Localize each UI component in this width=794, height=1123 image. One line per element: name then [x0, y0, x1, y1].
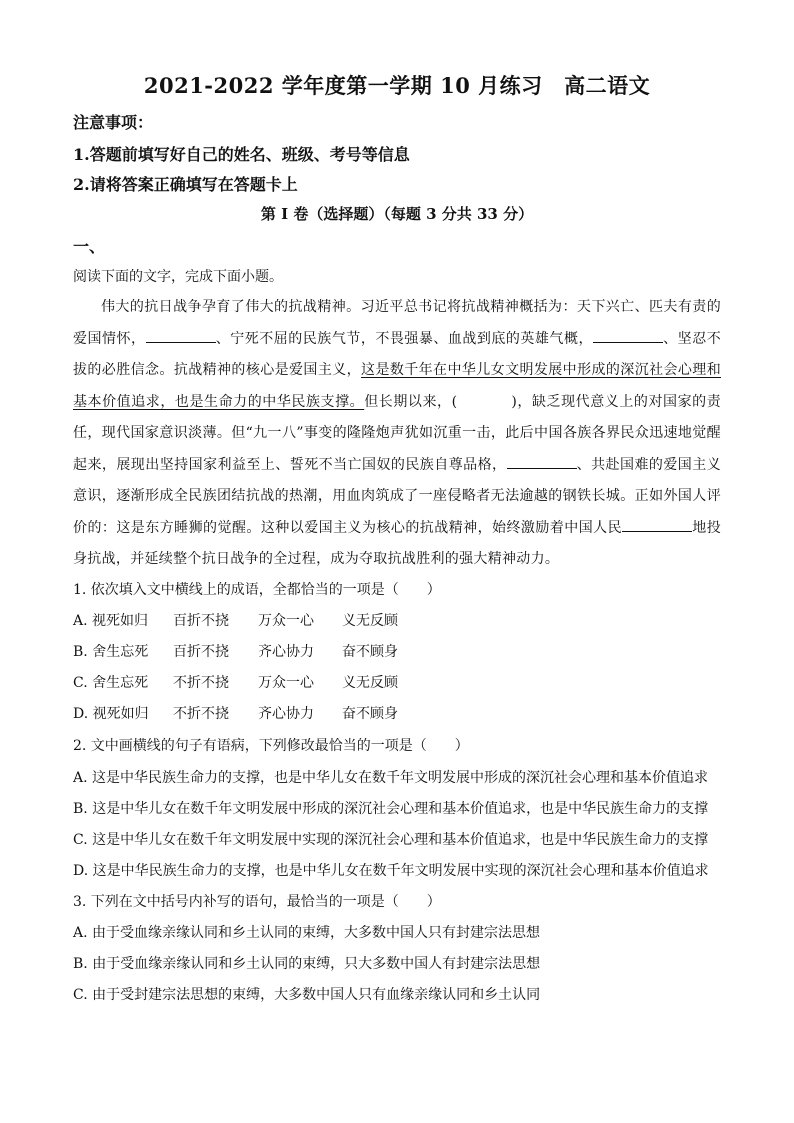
passage-text: 伟大的抗日战争孕育了伟大的抗战精神。习近平总书记将抗战精神概括为：天下兴亡、匹夫有责的爱国情怀， — [73, 299, 721, 347]
q2-option-a[interactable]: A. 这是中华民族生命力的支撑，也是中华儿女在数千年文明发展中形成的深沉社会心理和基本价值追求 — [73, 770, 709, 786]
q2-option-b[interactable]: B. 这是中华儿女在数千年文明发展中形成的深沉社会心理和基本价值追求，也是中华民族生命力的支撑 — [73, 801, 709, 817]
option-cell: 不折不挠 — [173, 706, 229, 722]
option-cell: 不折不挠 — [173, 675, 229, 691]
q1-option-d[interactable] — [73, 703, 432, 723]
notice-item-1: 1.答题前填写好自己的姓名、班级、考号等信息 — [73, 145, 410, 164]
option-cell: 万众一心 — [258, 613, 314, 629]
option-cell: D. 视死如归 — [73, 706, 149, 722]
reading-instruction: 阅读下面的文字，完成下面小题。 — [73, 269, 283, 285]
option-cell: 义无反顾 — [342, 613, 398, 629]
option-cell: B. 舍生忘死 — [73, 644, 149, 660]
notice-heading: 注意事项： — [73, 113, 154, 132]
option-cell: 百折不挠 — [173, 644, 229, 660]
fill-blank-1 — [146, 328, 216, 343]
underlined-sentence: 这是数千年在中华儿女文明发展中形成的深沉社会心理和基本价值追求，也是生命力的中华民族支撑。 — [73, 362, 721, 410]
passage-text: 地投身抗战，并延续整个抗日战争的全过程，成为夺取抗战胜利的强大精神动力。 — [73, 519, 721, 567]
option-cell: 奋不顾身 — [342, 706, 398, 722]
part-label: 一、 — [73, 237, 106, 256]
q2-option-d[interactable]: D. 这是中华民族生命力的支撑，也是中华儿女在数千年文明发展中实现的深沉社会心理和基本价值追求 — [73, 863, 709, 879]
option-cell: C. 舍生忘死 — [73, 675, 149, 691]
fill-blank-4 — [622, 517, 692, 532]
option-cell: A. 视死如归 — [73, 613, 149, 629]
reading-passage — [73, 292, 721, 576]
option-cell: 齐心协力 — [258, 644, 314, 660]
question-3-stem: 3. 下列在文中括号内补写的语句，最恰当的一项是（ ） — [73, 894, 441, 910]
passage-text: 、宁死不屈的民族气节，不畏强暴、血战到底的英雄气概， — [215, 330, 593, 347]
option-cell: 万众一心 — [258, 675, 314, 691]
question-1-stem: 1. 依次填入文中横线上的成语，全都恰当的一项是（ ） — [73, 582, 441, 598]
question-2-stem: 2. 文中画横线的句子有语病，下列修改最恰当的一项是（ ） — [73, 738, 469, 754]
q1-option-b[interactable] — [73, 641, 432, 661]
q3-option-b[interactable]: B. 由于受血缘亲缘认同和乡土认同的束缚，只大多数中国人有封建宗法思想 — [73, 956, 541, 972]
page-title: 2021-2022 学年度第一学期 10 月练习 高二语文 — [143, 73, 651, 98]
option-cell: 齐心协力 — [258, 706, 314, 722]
q2-option-c[interactable]: C. 这是中华儿女在数千年文明发展中实现的深沉社会心理和基本价值追求，也是中华民族生命力的支撑 — [73, 832, 709, 848]
passage-text: )，缺乏现代意义上的对国家的责任，现代国家意识淡薄。但“九一八”事变的隆隆炮声犹如沉重一击，此后中国各族各界民众迅速地觉醒起来，展现出坚持国家利益至上、誓死不当亡国奴的民族自尊品格， — [73, 393, 721, 473]
option-cell: 奋不顾身 — [342, 644, 398, 660]
q3-option-c[interactable]: C. 由于受封建宗法思想的束缚，大多数中国人只有血缘亲缘认同和乡土认同 — [73, 987, 541, 1003]
option-cell: 义无反顾 — [342, 675, 398, 691]
section-title: 第 I 卷（选择题）（每题 3 分共 33 分） — [260, 205, 534, 223]
passage-text: 但长期以来，( — [364, 393, 458, 410]
fill-blank-3 — [507, 454, 577, 469]
passage-text: 、共赴国难的爱国主义意识，逐渐形成全民族团结抗战的热潮，用血肉筑成了一座侵略者无法逾越的钢铁长城。正如外国人评价的：这是东方睡狮的觉醒。这种以爱国主义为核心的抗战精神，始终激励着中国人民 — [73, 456, 721, 536]
q1-option-a[interactable] — [73, 610, 432, 630]
passage-text: 、坚忍不拔的必胜信念。抗战精神的核心是爱国主义， — [73, 330, 722, 378]
q1-option-c[interactable] — [73, 672, 432, 692]
q3-option-a[interactable]: A. 由于受血缘亲缘认同和乡土认同的束缚，大多数中国人只有封建宗法思想 — [73, 925, 541, 941]
fill-blank-2 — [593, 328, 663, 343]
notice-item-2: 2.请将答案正确填写在答题卡上 — [73, 175, 298, 194]
option-cell: 百折不挠 — [173, 613, 229, 629]
